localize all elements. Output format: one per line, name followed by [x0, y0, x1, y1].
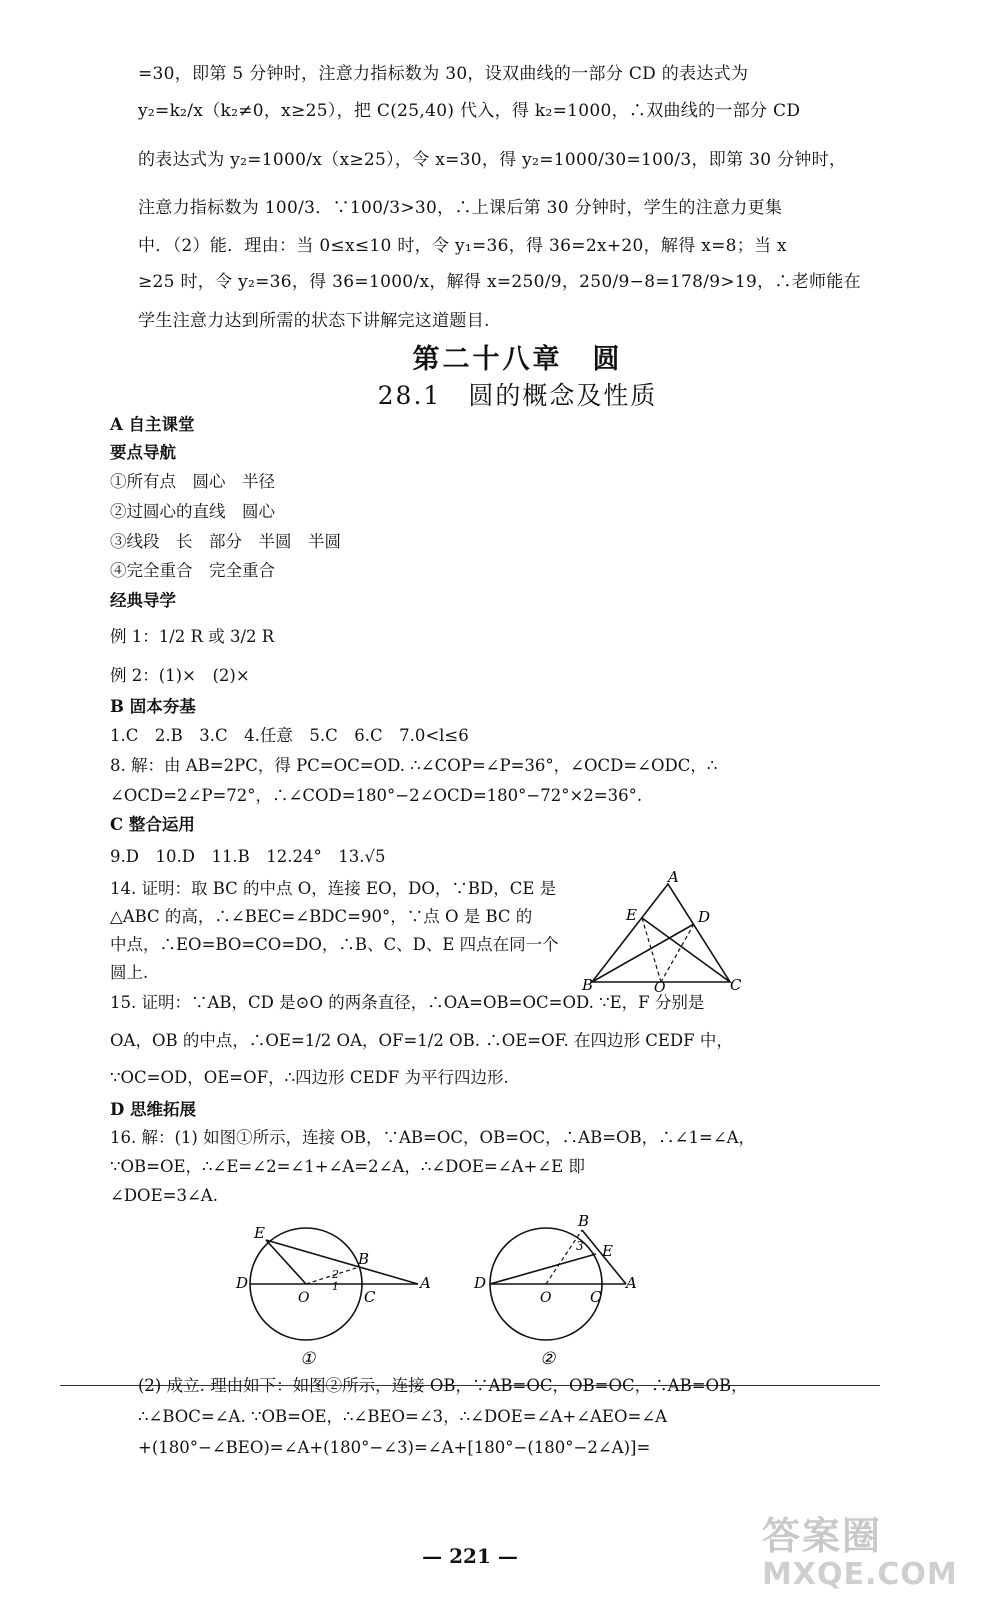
- section-d-heading: D 思维拓展: [110, 1100, 197, 1119]
- q14-line1: 14. 证明：取 BC 的中点 O，连接 EO，DO，∵BD，CE 是: [110, 879, 557, 898]
- section-a-heading: A 自主课堂: [110, 415, 195, 434]
- q14-line4: 圆上.: [110, 963, 149, 982]
- section-c-heading: C 整合运用: [110, 815, 195, 834]
- label-o: O: [654, 980, 666, 996]
- label-o: O: [298, 1290, 310, 1306]
- q15-line3: ∵OC=OD，OE=OF，∴四边形 CEDF 为平行四边形.: [110, 1068, 509, 1087]
- label-b: B: [582, 976, 594, 994]
- label-angle-1: 1: [332, 1280, 339, 1293]
- section-title: 28.1 圆的概念及性质: [377, 381, 658, 410]
- key-points-heading: 要点导航: [110, 443, 176, 462]
- text-line: 的表达式为 y₂=1000/x（x≥25），令 x=30，得 y₂=1000/30=100/3，即第 30 分钟时，: [138, 150, 847, 170]
- label-a: A: [668, 868, 679, 886]
- q16-line5: ∴∠BOC=∠A. ∵OB=OE，∴∠BEO=∠3，∴∠DOE=∠A+∠AEO=∠A: [138, 1407, 668, 1426]
- q8-line1: 8. 解：由 AB=2PC，得 PC=OC=OD. ∴∠COP=∠P=36°，∠OCD=∠ODC，∴: [110, 756, 718, 775]
- q14-line2: △ABC 的高，∴∠BEC=∠BDC=90°，∵点 O 是 BC 的: [110, 907, 533, 926]
- label-c: C: [730, 976, 742, 994]
- text-line: 注意力指标数为 100/3．∵100/3>30，∴上课后第 30 分钟时，学生的注意力更集: [138, 198, 783, 218]
- section-b-heading: B 固本夯基: [110, 697, 196, 716]
- q16-line4: (2) 成立. 理由如下：如图②所示，连接 OB，∵AB=OC，OB=OC，∴AB=OB，: [138, 1376, 748, 1395]
- label-d: D: [474, 1274, 487, 1292]
- figure-2-caption: ②: [540, 1349, 556, 1369]
- q16-line1: 16. 解：(1) 如图①所示，连接 OB，∵AB=OC，OB=OC，∴AB=OB，∴∠1=∠A，: [110, 1128, 756, 1147]
- c-answers: 9.D 10.D 11.B 12.24° 13.√5: [110, 847, 386, 866]
- q16-line6: +(180°−∠BEO)=∠A+(180°−∠3)=∠A+[180°−(180°−2∠A)]=: [138, 1438, 651, 1457]
- classic-heading: 经典导学: [110, 591, 176, 610]
- key-point-1: ①所有点 圆心 半径: [110, 472, 275, 491]
- text-line: y₂=k₂/x（k₂≠0，x≥25），把 C(25,40) 代入，得 k₂=1000，∴双曲线的一部分 CD: [138, 101, 801, 121]
- label-a: A: [626, 1274, 637, 1292]
- text-line: =30，即第 5 分钟时，注意力指标数为 30，设双曲线的一部分 CD 的表达式为: [138, 64, 749, 84]
- line-ea: [266, 1240, 418, 1284]
- q15-line2: OA，OB 的中点，∴OE=1/2 OA，OF=1/2 OB. ∴OE=OF. 在四边形 CEDF 中，: [110, 1031, 733, 1050]
- label-b: B: [358, 1250, 370, 1268]
- label-e: E: [602, 1242, 613, 1260]
- label-angle-2: 2: [332, 1268, 339, 1281]
- q16-line3: ∠DOE=3∠A.: [110, 1186, 218, 1205]
- line-de: [490, 1254, 596, 1284]
- label-angle-3: 3: [576, 1239, 584, 1253]
- b-answers: 1.C 2.B 3.C 4.任意 5.C 6.C 7.0<l≤6: [110, 726, 469, 745]
- example-2: 例 2：(1)× (2)×: [110, 666, 250, 685]
- figure-1-caption: ①: [300, 1349, 316, 1369]
- q15-line1: 15. 证明：∵AB，CD 是⊙O 的两条直径，∴OA=OB=OC=OD. ∵E，F 分别是: [110, 993, 705, 1012]
- chapter-title: 第二十八章 圆: [412, 344, 623, 375]
- q8-line2: ∠OCD=2∠P=72°，∴∠COD=180°−2∠OCD=180°−72°×2=36°.: [110, 786, 643, 805]
- segment-ob: [306, 1268, 356, 1284]
- key-point-2: ②过圆心的直线 圆心: [110, 502, 275, 521]
- text-line: 学生注意力达到所需的状态下讲解完这道题目.: [138, 311, 490, 331]
- text-line: 中．（2）能．理由：当 0≤x≤10 时，令 y₁=36，得 36=2x+20，解得 x=8；当 x: [138, 236, 787, 256]
- label-c: C: [364, 1288, 376, 1306]
- altitude-ce: [642, 918, 730, 982]
- watermark-url: MXQE.COM: [762, 1557, 958, 1592]
- label-a: A: [420, 1274, 431, 1292]
- label-o: O: [540, 1290, 552, 1306]
- circle-figure-1: [234, 1218, 444, 1368]
- label-d: D: [236, 1274, 249, 1292]
- watermark-text: 答案圈: [762, 1514, 883, 1558]
- watermark: [762, 1505, 982, 1597]
- segment-eo: [642, 918, 661, 982]
- label-b: B: [578, 1212, 590, 1230]
- key-point-4: ④完全重合 完全重合: [110, 561, 275, 580]
- key-point-3: ③线段 长 部分 半圆 半圆: [110, 532, 341, 551]
- circle-figure-2: [470, 1212, 650, 1368]
- page-number: — 221 —: [422, 1544, 518, 1568]
- q16-line2: ∵OB=OE，∴∠E=∠2=∠1+∠A=2∠A，∴∠DOE=∠A+∠E 即: [110, 1157, 585, 1176]
- example-1: 例 1：1/2 R 或 3/2 R: [110, 627, 275, 646]
- label-e: E: [626, 906, 637, 924]
- triangle-figure: [582, 868, 742, 996]
- altitude-bd: [592, 924, 694, 982]
- label-e: E: [254, 1224, 265, 1242]
- q14-line3: 中点，∴EO=BO=CO=DO，∴B、C、D、E 四点在同一个: [110, 935, 559, 954]
- label-c: C: [590, 1288, 602, 1306]
- label-d: D: [698, 908, 711, 926]
- text-line: ≥25 时，令 y₂=36，得 36=1000/x，解得 x=250/9，250/9−8=178/9>19，∴老师能在: [138, 272, 861, 292]
